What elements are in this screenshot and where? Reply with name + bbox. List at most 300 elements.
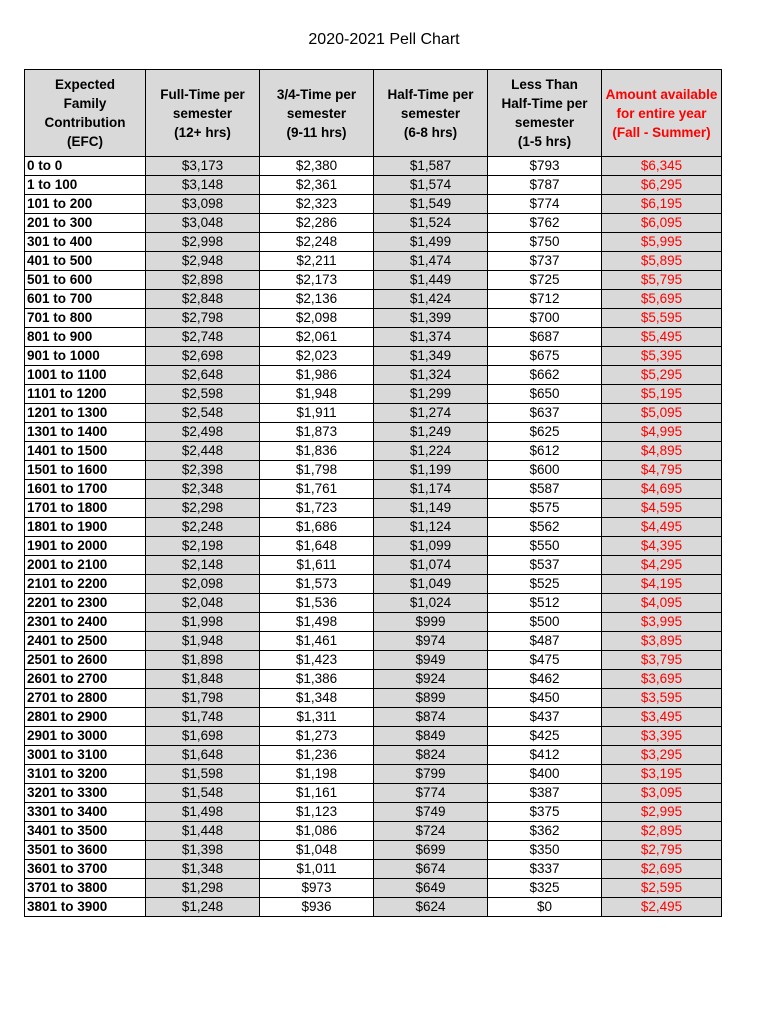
less-than-half-time-cell: $762 [488, 214, 602, 233]
annual-amount-cell: $4,095 [602, 594, 722, 613]
table-row [25, 746, 722, 765]
table-row [25, 423, 722, 442]
annual-amount-cell: $2,795 [602, 841, 722, 860]
half-time-cell: $649 [374, 879, 488, 898]
full-time-cell: $3,098 [146, 195, 260, 214]
less-than-half-time-cell: $774 [488, 195, 602, 214]
full-time-cell: $1,948 [146, 632, 260, 651]
table-row [25, 233, 722, 252]
three-quarter-time-cell: $1,873 [260, 423, 374, 442]
half-time-cell: $1,149 [374, 499, 488, 518]
less-than-half-time-cell: $612 [488, 442, 602, 461]
efc-cell: 3201 to 3300 [25, 784, 146, 803]
header-line: Family [63, 96, 107, 111]
table-row [25, 404, 722, 423]
header-full-time [146, 70, 260, 157]
annual-amount-cell: $2,495 [602, 898, 722, 917]
table-row [25, 803, 722, 822]
table-row [25, 613, 722, 632]
efc-cell: 3701 to 3800 [25, 879, 146, 898]
three-quarter-time-cell: $1,348 [260, 689, 374, 708]
less-than-half-time-cell: $662 [488, 366, 602, 385]
efc-cell: 2301 to 2400 [25, 613, 146, 632]
full-time-cell: $2,598 [146, 385, 260, 404]
three-quarter-time-cell: $1,386 [260, 670, 374, 689]
half-time-cell: $1,174 [374, 480, 488, 499]
less-than-half-time-cell: $675 [488, 347, 602, 366]
half-time-cell: $1,574 [374, 176, 488, 195]
less-than-half-time-cell: $537 [488, 556, 602, 575]
table-row [25, 841, 722, 860]
table-row [25, 860, 722, 879]
annual-amount-cell: $3,495 [602, 708, 722, 727]
table-row [25, 556, 722, 575]
annual-amount-cell: $4,995 [602, 423, 722, 442]
efc-cell: 401 to 500 [25, 252, 146, 271]
full-time-cell: $1,648 [146, 746, 260, 765]
three-quarter-time-cell: $1,461 [260, 632, 374, 651]
full-time-cell: $1,348 [146, 860, 260, 879]
annual-amount-cell: $3,095 [602, 784, 722, 803]
full-time-cell: $2,048 [146, 594, 260, 613]
full-time-cell: $2,648 [146, 366, 260, 385]
efc-cell: 1 to 100 [25, 176, 146, 195]
less-than-half-time-cell: $562 [488, 518, 602, 537]
annual-amount-cell: $3,995 [602, 613, 722, 632]
less-than-half-time-cell: $412 [488, 746, 602, 765]
page-title: 2020-2021 Pell Chart [308, 31, 460, 48]
less-than-half-time-cell: $500 [488, 613, 602, 632]
header-line: semester [172, 105, 233, 121]
less-than-half-time-cell: $462 [488, 670, 602, 689]
efc-cell: 2001 to 2100 [25, 556, 146, 575]
half-time-cell: $1,374 [374, 328, 488, 347]
less-than-half-time-cell: $750 [488, 233, 602, 252]
efc-cell: 701 to 800 [25, 309, 146, 328]
annual-amount-cell: $6,095 [602, 214, 722, 233]
three-quarter-time-cell: $1,123 [260, 803, 374, 822]
annual-amount-cell: $3,695 [602, 670, 722, 689]
full-time-cell: $2,548 [146, 404, 260, 423]
full-time-cell: $1,248 [146, 898, 260, 917]
efc-cell: 501 to 600 [25, 271, 146, 290]
efc-cell: 2801 to 2900 [25, 708, 146, 727]
half-time-cell: $1,299 [374, 385, 488, 404]
annual-amount-cell: $5,195 [602, 385, 722, 404]
half-time-cell: $1,524 [374, 214, 488, 233]
table-row [25, 290, 722, 309]
annual-amount-cell: $4,895 [602, 442, 722, 461]
less-than-half-time-cell: $400 [488, 765, 602, 784]
full-time-cell: $2,298 [146, 499, 260, 518]
table-row [25, 689, 722, 708]
three-quarter-time-cell: $1,761 [260, 480, 374, 499]
header-line: (9-11 hrs) [286, 124, 347, 140]
annual-amount-cell: $4,695 [602, 480, 722, 499]
annual-amount-cell: $5,295 [602, 366, 722, 385]
header-line: (12+ hrs) [174, 124, 231, 140]
table-row [25, 632, 722, 651]
header-line: semester [514, 115, 575, 130]
annual-amount-cell: $6,295 [602, 176, 722, 195]
pell-grant-table [24, 69, 722, 917]
table-row [25, 784, 722, 803]
efc-cell: 2701 to 2800 [25, 689, 146, 708]
less-than-half-time-cell: $787 [488, 176, 602, 195]
annual-amount-cell: $4,195 [602, 575, 722, 594]
less-than-half-time-cell: $587 [488, 480, 602, 499]
three-quarter-time-cell: $1,498 [260, 613, 374, 632]
less-than-half-time-cell: $575 [488, 499, 602, 518]
header-line: Full-Time per [160, 86, 245, 102]
full-time-cell: $2,698 [146, 347, 260, 366]
table-row [25, 328, 722, 347]
three-quarter-time-cell: $2,361 [260, 176, 374, 195]
half-time-cell: $1,449 [374, 271, 488, 290]
header-row [25, 70, 722, 157]
annual-amount-cell: $3,795 [602, 651, 722, 670]
full-time-cell: $1,448 [146, 822, 260, 841]
table-row [25, 347, 722, 366]
header-line: (6-8 hrs) [403, 124, 458, 140]
efc-cell: 3001 to 3100 [25, 746, 146, 765]
full-time-cell: $2,948 [146, 252, 260, 271]
annual-amount-cell: $2,995 [602, 803, 722, 822]
efc-cell: 1101 to 1200 [25, 385, 146, 404]
full-time-cell: $2,148 [146, 556, 260, 575]
full-time-cell: $2,798 [146, 309, 260, 328]
less-than-half-time-cell: $525 [488, 575, 602, 594]
annual-amount-cell: $3,895 [602, 632, 722, 651]
efc-cell: 1001 to 1100 [25, 366, 146, 385]
full-time-cell: $2,498 [146, 423, 260, 442]
half-time-cell: $1,049 [374, 575, 488, 594]
three-quarter-time-cell: $1,948 [260, 385, 374, 404]
efc-cell: 601 to 700 [25, 290, 146, 309]
annual-amount-cell: $5,095 [602, 404, 722, 423]
half-time-cell: $1,249 [374, 423, 488, 442]
efc-cell: 1501 to 1600 [25, 461, 146, 480]
half-time-cell: $1,224 [374, 442, 488, 461]
three-quarter-time-cell: $1,648 [260, 537, 374, 556]
half-time-cell: $974 [374, 632, 488, 651]
table-row [25, 594, 722, 613]
half-time-cell: $1,587 [374, 157, 488, 176]
annual-amount-cell: $4,495 [602, 518, 722, 537]
annual-amount-cell: $4,295 [602, 556, 722, 575]
table-body [25, 157, 722, 917]
header-line: Amount available [605, 86, 718, 102]
table-row [25, 765, 722, 784]
header-line: (Fall - Summer) [612, 124, 711, 140]
half-time-cell: $899 [374, 689, 488, 708]
three-quarter-time-cell: $1,611 [260, 556, 374, 575]
three-quarter-time-cell: $1,798 [260, 461, 374, 480]
half-time-cell: $1,349 [374, 347, 488, 366]
full-time-cell: $2,198 [146, 537, 260, 556]
table-row [25, 195, 722, 214]
half-time-cell: $1,099 [374, 537, 488, 556]
efc-cell: 2401 to 2500 [25, 632, 146, 651]
annual-amount-cell: $5,995 [602, 233, 722, 252]
annual-amount-cell: $5,895 [602, 252, 722, 271]
efc-cell: 3801 to 3900 [25, 898, 146, 917]
half-time-cell: $1,474 [374, 252, 488, 271]
three-quarter-time-cell: $2,248 [260, 233, 374, 252]
header-line: Less Than [511, 77, 578, 92]
annual-amount-cell: $6,345 [602, 157, 722, 176]
three-quarter-time-cell: $1,086 [260, 822, 374, 841]
annual-amount-cell: $3,595 [602, 689, 722, 708]
efc-cell: 3401 to 3500 [25, 822, 146, 841]
annual-amount-cell: $2,695 [602, 860, 722, 879]
efc-cell: 801 to 900 [25, 328, 146, 347]
three-quarter-time-cell: $1,536 [260, 594, 374, 613]
less-than-half-time-cell: $325 [488, 879, 602, 898]
less-than-half-time-cell: $712 [488, 290, 602, 309]
header-line: Half-Time per [501, 96, 588, 111]
table-row [25, 898, 722, 917]
annual-amount-cell: $3,395 [602, 727, 722, 746]
three-quarter-time-cell: $2,023 [260, 347, 374, 366]
less-than-half-time-cell: $475 [488, 651, 602, 670]
table-row [25, 214, 722, 233]
full-time-cell: $1,698 [146, 727, 260, 746]
three-quarter-time-cell: $936 [260, 898, 374, 917]
header-line: Expected [54, 77, 116, 92]
three-quarter-time-cell: $1,686 [260, 518, 374, 537]
three-quarter-time-cell: $1,723 [260, 499, 374, 518]
header-less-than-half-time [488, 70, 602, 157]
half-time-cell: $999 [374, 613, 488, 632]
efc-cell: 2501 to 2600 [25, 651, 146, 670]
half-time-cell: $1,074 [374, 556, 488, 575]
three-quarter-time-cell: $2,380 [260, 157, 374, 176]
efc-cell: 3101 to 3200 [25, 765, 146, 784]
full-time-cell: $1,598 [146, 765, 260, 784]
full-time-cell: $2,748 [146, 328, 260, 347]
annual-amount-cell: $3,195 [602, 765, 722, 784]
three-quarter-time-cell: $1,236 [260, 746, 374, 765]
full-time-cell: $3,173 [146, 157, 260, 176]
header-line: semester [286, 105, 347, 121]
annual-amount-cell: $5,395 [602, 347, 722, 366]
half-time-cell: $1,274 [374, 404, 488, 423]
three-quarter-time-cell: $2,173 [260, 271, 374, 290]
three-quarter-time-cell: $2,286 [260, 214, 374, 233]
annual-amount-cell: $2,595 [602, 879, 722, 898]
annual-amount-cell: $5,495 [602, 328, 722, 347]
efc-cell: 2901 to 3000 [25, 727, 146, 746]
full-time-cell: $1,398 [146, 841, 260, 860]
table-row [25, 575, 722, 594]
annual-amount-cell: $5,695 [602, 290, 722, 309]
half-time-cell: $824 [374, 746, 488, 765]
full-time-cell: $1,748 [146, 708, 260, 727]
header-line: Half-Time per [387, 86, 474, 102]
less-than-half-time-cell: $387 [488, 784, 602, 803]
half-time-cell: $1,399 [374, 309, 488, 328]
less-than-half-time-cell: $337 [488, 860, 602, 879]
three-quarter-time-cell: $2,136 [260, 290, 374, 309]
annual-amount-cell: $5,595 [602, 309, 722, 328]
less-than-half-time-cell: $725 [488, 271, 602, 290]
full-time-cell: $1,848 [146, 670, 260, 689]
full-time-cell: $2,898 [146, 271, 260, 290]
three-quarter-time-cell: $1,273 [260, 727, 374, 746]
header-line: for entire year [616, 105, 707, 121]
annual-amount-cell: $6,195 [602, 195, 722, 214]
full-time-cell: $2,998 [146, 233, 260, 252]
less-than-half-time-cell: $0 [488, 898, 602, 917]
header-half-time [374, 70, 488, 157]
header-line: semester [400, 105, 461, 121]
efc-cell: 1401 to 1500 [25, 442, 146, 461]
full-time-cell: $1,798 [146, 689, 260, 708]
less-than-half-time-cell: $425 [488, 727, 602, 746]
header-efc [25, 70, 146, 157]
three-quarter-time-cell: $1,048 [260, 841, 374, 860]
three-quarter-time-cell: $2,323 [260, 195, 374, 214]
table-row [25, 157, 722, 176]
half-time-cell: $1,024 [374, 594, 488, 613]
full-time-cell: $2,848 [146, 290, 260, 309]
header-three-quarter-time [260, 70, 374, 157]
less-than-half-time-cell: $687 [488, 328, 602, 347]
three-quarter-time-cell: $1,986 [260, 366, 374, 385]
three-quarter-time-cell: $1,911 [260, 404, 374, 423]
half-time-cell: $849 [374, 727, 488, 746]
half-time-cell: $799 [374, 765, 488, 784]
less-than-half-time-cell: $793 [488, 157, 602, 176]
three-quarter-time-cell: $1,311 [260, 708, 374, 727]
table-row [25, 518, 722, 537]
table-row [25, 727, 722, 746]
full-time-cell: $1,898 [146, 651, 260, 670]
header-line: Contribution [44, 115, 126, 130]
efc-cell: 3501 to 3600 [25, 841, 146, 860]
table-row [25, 537, 722, 556]
efc-cell: 1201 to 1300 [25, 404, 146, 423]
three-quarter-time-cell: $2,061 [260, 328, 374, 347]
half-time-cell: $924 [374, 670, 488, 689]
full-time-cell: $1,998 [146, 613, 260, 632]
half-time-cell: $724 [374, 822, 488, 841]
three-quarter-time-cell: $973 [260, 879, 374, 898]
less-than-half-time-cell: $512 [488, 594, 602, 613]
less-than-half-time-cell: $487 [488, 632, 602, 651]
less-than-half-time-cell: $625 [488, 423, 602, 442]
efc-cell: 3301 to 3400 [25, 803, 146, 822]
half-time-cell: $699 [374, 841, 488, 860]
efc-cell: 1901 to 2000 [25, 537, 146, 556]
less-than-half-time-cell: $362 [488, 822, 602, 841]
efc-cell: 1701 to 1800 [25, 499, 146, 518]
efc-cell: 2101 to 2200 [25, 575, 146, 594]
less-than-half-time-cell: $737 [488, 252, 602, 271]
half-time-cell: $624 [374, 898, 488, 917]
half-time-cell: $1,124 [374, 518, 488, 537]
three-quarter-time-cell: $1,011 [260, 860, 374, 879]
less-than-half-time-cell: $700 [488, 309, 602, 328]
efc-cell: 101 to 200 [25, 195, 146, 214]
half-time-cell: $1,549 [374, 195, 488, 214]
table-row [25, 271, 722, 290]
table-row [25, 366, 722, 385]
table-row [25, 879, 722, 898]
efc-cell: 1601 to 1700 [25, 480, 146, 499]
less-than-half-time-cell: $600 [488, 461, 602, 480]
annual-amount-cell: $4,595 [602, 499, 722, 518]
full-time-cell: $2,248 [146, 518, 260, 537]
half-time-cell: $1,199 [374, 461, 488, 480]
table-row [25, 708, 722, 727]
efc-cell: 1301 to 1400 [25, 423, 146, 442]
three-quarter-time-cell: $1,198 [260, 765, 374, 784]
efc-cell: 901 to 1000 [25, 347, 146, 366]
annual-amount-cell: $4,795 [602, 461, 722, 480]
annual-amount-cell: $3,295 [602, 746, 722, 765]
efc-cell: 301 to 400 [25, 233, 146, 252]
efc-cell: 2601 to 2700 [25, 670, 146, 689]
half-time-cell: $1,324 [374, 366, 488, 385]
less-than-half-time-cell: $550 [488, 537, 602, 556]
header-annual-amount [602, 70, 722, 157]
table-row [25, 480, 722, 499]
efc-cell: 1801 to 1900 [25, 518, 146, 537]
table-row [25, 499, 722, 518]
efc-cell: 2201 to 2300 [25, 594, 146, 613]
less-than-half-time-cell: $450 [488, 689, 602, 708]
half-time-cell: $774 [374, 784, 488, 803]
three-quarter-time-cell: $1,573 [260, 575, 374, 594]
full-time-cell: $2,098 [146, 575, 260, 594]
three-quarter-time-cell: $1,161 [260, 784, 374, 803]
three-quarter-time-cell: $2,098 [260, 309, 374, 328]
less-than-half-time-cell: $650 [488, 385, 602, 404]
annual-amount-cell: $5,795 [602, 271, 722, 290]
table-row [25, 309, 722, 328]
efc-cell: 3601 to 3700 [25, 860, 146, 879]
table-row [25, 651, 722, 670]
half-time-cell: $749 [374, 803, 488, 822]
table-row [25, 822, 722, 841]
full-time-cell: $1,548 [146, 784, 260, 803]
full-time-cell: $2,398 [146, 461, 260, 480]
less-than-half-time-cell: $437 [488, 708, 602, 727]
less-than-half-time-cell: $350 [488, 841, 602, 860]
table-row [25, 252, 722, 271]
full-time-cell: $3,048 [146, 214, 260, 233]
header-line: 3/4-Time per [276, 86, 357, 102]
full-time-cell: $3,148 [146, 176, 260, 195]
full-time-cell: $2,348 [146, 480, 260, 499]
full-time-cell: $2,448 [146, 442, 260, 461]
table-row [25, 176, 722, 195]
annual-amount-cell: $2,895 [602, 822, 722, 841]
half-time-cell: $1,499 [374, 233, 488, 252]
half-time-cell: $874 [374, 708, 488, 727]
less-than-half-time-cell: $375 [488, 803, 602, 822]
table-row [25, 442, 722, 461]
less-than-half-time-cell: $637 [488, 404, 602, 423]
table-row [25, 385, 722, 404]
half-time-cell: $1,424 [374, 290, 488, 309]
full-time-cell: $1,298 [146, 879, 260, 898]
three-quarter-time-cell: $1,836 [260, 442, 374, 461]
three-quarter-time-cell: $1,423 [260, 651, 374, 670]
table-row [25, 461, 722, 480]
